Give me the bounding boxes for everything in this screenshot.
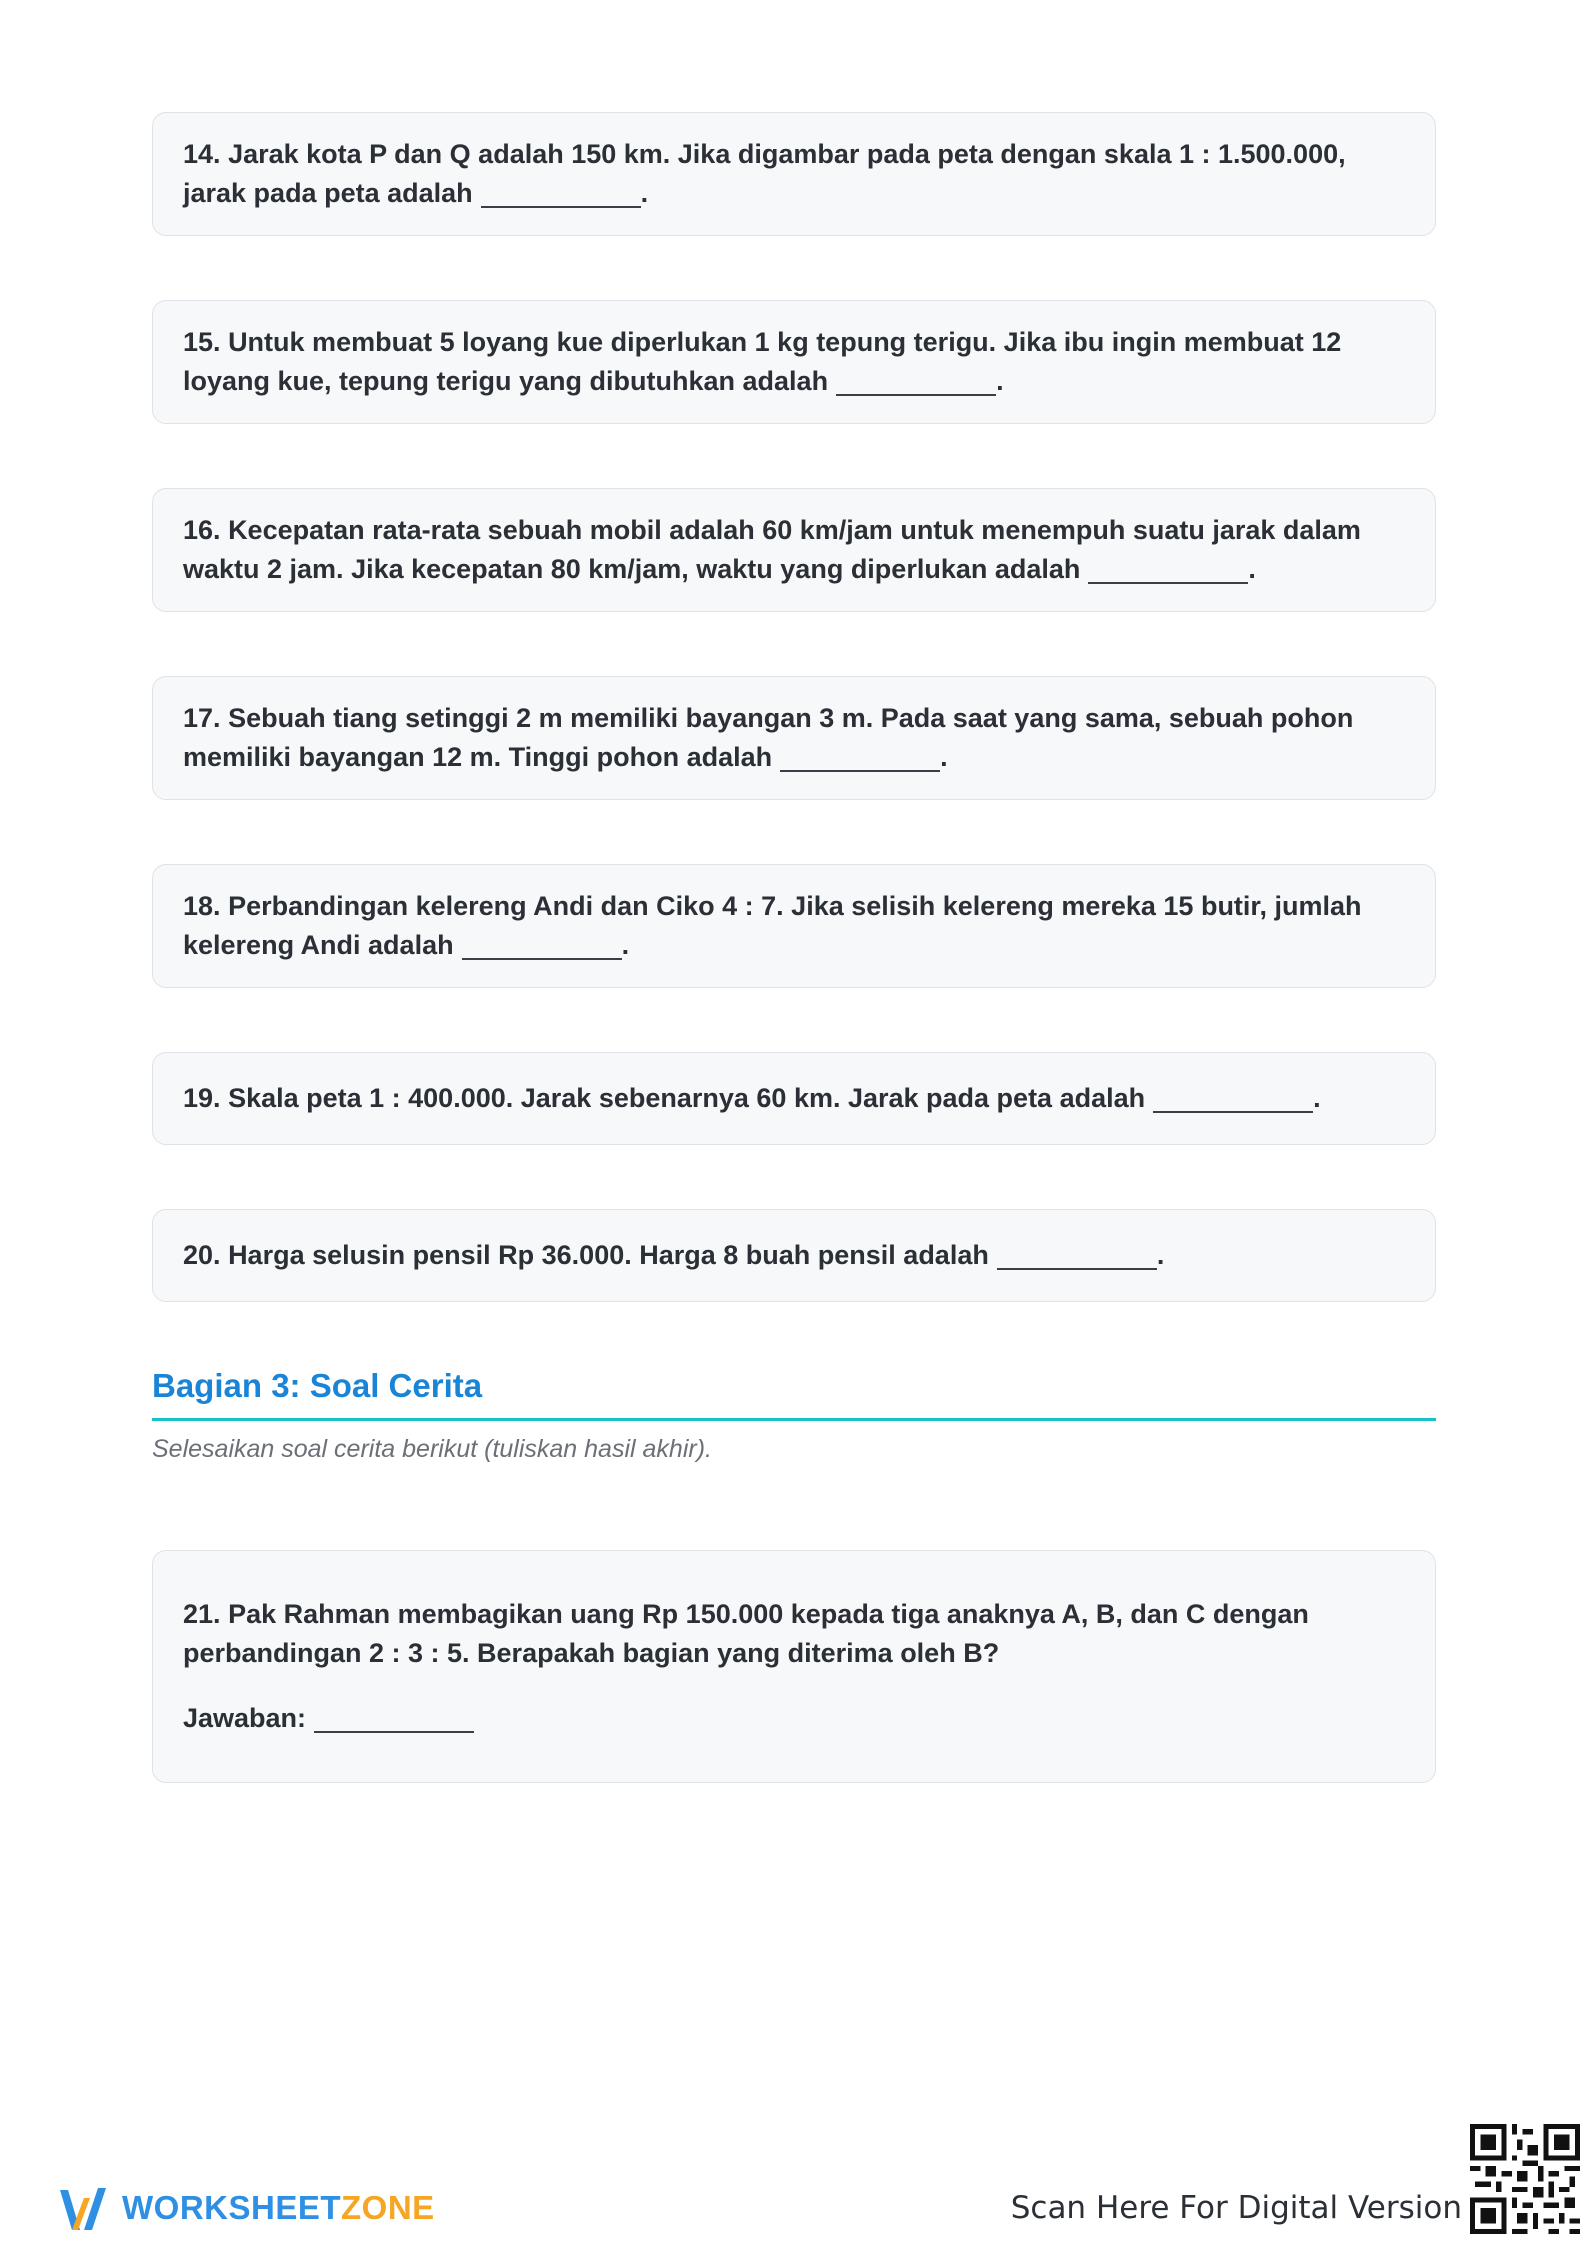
qr-code-icon[interactable] — [1470, 2124, 1580, 2234]
question-end: . — [1156, 1240, 1165, 1270]
question-text: Jarak kota P dan Q adalah 150 km. Jika digambar pada peta dengan skala 1 : 1.500.000, jarak pada peta adalah — [183, 139, 1346, 208]
question-number: 17. — [183, 703, 221, 733]
question-end: . — [996, 366, 1004, 396]
question-text: Kecepatan rata-rata sebuah mobil adalah 60 km/jam untuk menempuh suatu jarak dalam waktu 2 jam. Jika kecepatan 80 km/jam, waktu yang diperlukan adalah — [183, 515, 1361, 584]
question-card-16 — [152, 488, 1436, 612]
answer-blank[interactable] — [1088, 554, 1248, 584]
answer-blank[interactable] — [314, 1703, 474, 1733]
question-card-19 — [152, 1052, 1436, 1145]
brand-name-part1: WORKSHEET — [122, 2189, 341, 2226]
answer-blank[interactable] — [997, 1240, 1157, 1270]
question-number: 15. — [183, 327, 221, 357]
question-text: Sebuah tiang setinggi 2 m memiliki bayangan 3 m. Pada saat yang sama, sebuah pohon memiliki bayangan 12 m. Tinggi pohon adalah — [183, 703, 1354, 772]
answer-row — [183, 1699, 1405, 1738]
question-text: Pak Rahman membagikan uang Rp 150.000 kepada tiga anaknya A, B, dan C dengan perbandingan 2 : 3 : 5. Berapakah bagian yang diterima oleh B? — [183, 1599, 1309, 1668]
answer-blank[interactable] — [836, 366, 996, 396]
question-text: Skala peta 1 : 400.000. Jarak sebenarnya 60 km. Jarak pada peta adalah — [228, 1083, 1146, 1113]
question-text: Harga selusin pensil Rp 36.000. Harga 8 buah pensil adalah — [228, 1240, 989, 1270]
question-end: . — [940, 742, 948, 772]
question-end: . — [621, 930, 630, 960]
question-card-18 — [152, 864, 1436, 988]
answer-blank[interactable] — [780, 742, 940, 772]
section-subtitle: Selesaikan soal cerita berikut (tuliskan hasil akhir). — [152, 1435, 712, 1463]
story-question-card-21 — [152, 1550, 1436, 1783]
question-text: Perbandingan kelereng Andi dan Ciko 4 : 7. Jika selisih kelereng mereka 15 butir, jumlah kelereng Andi adalah — [183, 891, 1362, 960]
story-question — [183, 1595, 1405, 1673]
worksheetzone-logo-icon — [58, 2180, 108, 2236]
question-text: Untuk membuat 5 loyang kue diperlukan 1 kg tepung terigu. Jika ibu ingin membuat 12 loyang kue, tepung terigu yang dibutuhkan adalah — [183, 327, 1342, 396]
question-number: 21. — [183, 1599, 221, 1629]
scan-text: Scan Here For Digital Version — [1010, 2190, 1462, 2226]
section-title: Bagian 3: Soal Cerita — [152, 1366, 1436, 1421]
answer-blank[interactable] — [481, 178, 641, 208]
brand-name-part2: ZONE — [341, 2189, 435, 2226]
question-end: . — [1248, 554, 1256, 584]
question-number: 16. — [183, 515, 221, 545]
answer-label: Jawaban: — [183, 1703, 307, 1733]
answer-blank[interactable] — [462, 930, 622, 960]
worksheet-page — [152, 112, 1436, 1847]
question-card-17 — [152, 676, 1436, 800]
question-number: 14. — [183, 139, 221, 169]
question-number: 18. — [183, 891, 221, 921]
answer-blank[interactable] — [1153, 1083, 1313, 1113]
question-number: 19. — [183, 1083, 221, 1113]
question-number: 20. — [183, 1240, 221, 1270]
question-card-20 — [152, 1209, 1436, 1302]
brand-name — [122, 2189, 435, 2227]
worksheetzone-logo — [58, 2180, 435, 2236]
question-card-14 — [152, 112, 1436, 236]
question-end: . — [1313, 1083, 1321, 1113]
question-end: . — [640, 178, 649, 208]
question-card-15 — [152, 300, 1436, 424]
